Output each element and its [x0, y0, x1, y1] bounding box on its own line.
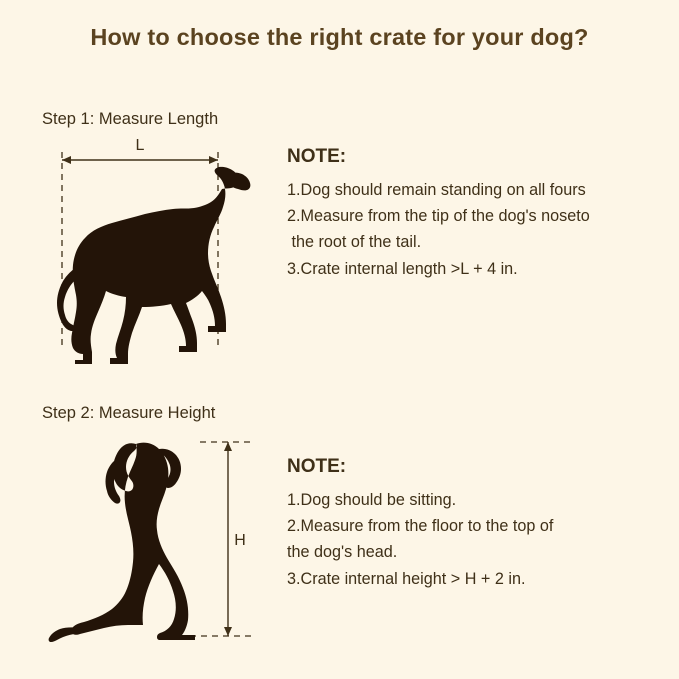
height-letter-label: H	[234, 532, 246, 549]
note-2-line-4: 3.Crate internal height > H + 2 in.	[287, 569, 526, 588]
step-1-label: Step 1: Measure Length	[42, 110, 219, 128]
note-2-heading: NOTE:	[287, 456, 347, 477]
note-1-line-2: 2.Measure from the tip of the dog's noseto	[287, 207, 590, 226]
sitting-dog-silhouette	[72, 443, 196, 640]
sitting-dog-diagram	[40, 428, 270, 653]
standing-dog-diagram	[40, 138, 270, 373]
step-2-figure	[40, 428, 270, 653]
note-1-line-4: 3.Crate internal length >L + 4 in.	[287, 259, 518, 278]
note-2-line-3: the dog's head.	[287, 543, 398, 562]
note-1-line-1: 1.Dog should remain standing on all fours	[287, 181, 586, 199]
standing-dog-silhouette	[57, 167, 250, 364]
note-2-line-1: 1.Dog should be sitting.	[287, 491, 457, 509]
note-step-2	[287, 456, 657, 592]
page-title: How to choose the right crate for your dog?	[90, 24, 589, 50]
step-2-label: Step 2: Measure Height	[42, 404, 216, 422]
note-1-line-3: the root of the tail.	[287, 233, 422, 252]
note-1-heading: NOTE:	[287, 146, 347, 167]
step-1-figure	[40, 138, 270, 373]
note-2-line-2: 2.Measure from the floor to the top of	[287, 517, 554, 536]
note-step-1	[287, 146, 657, 282]
sitting-dog-tail	[49, 627, 83, 642]
length-letter-label: L	[135, 138, 145, 154]
